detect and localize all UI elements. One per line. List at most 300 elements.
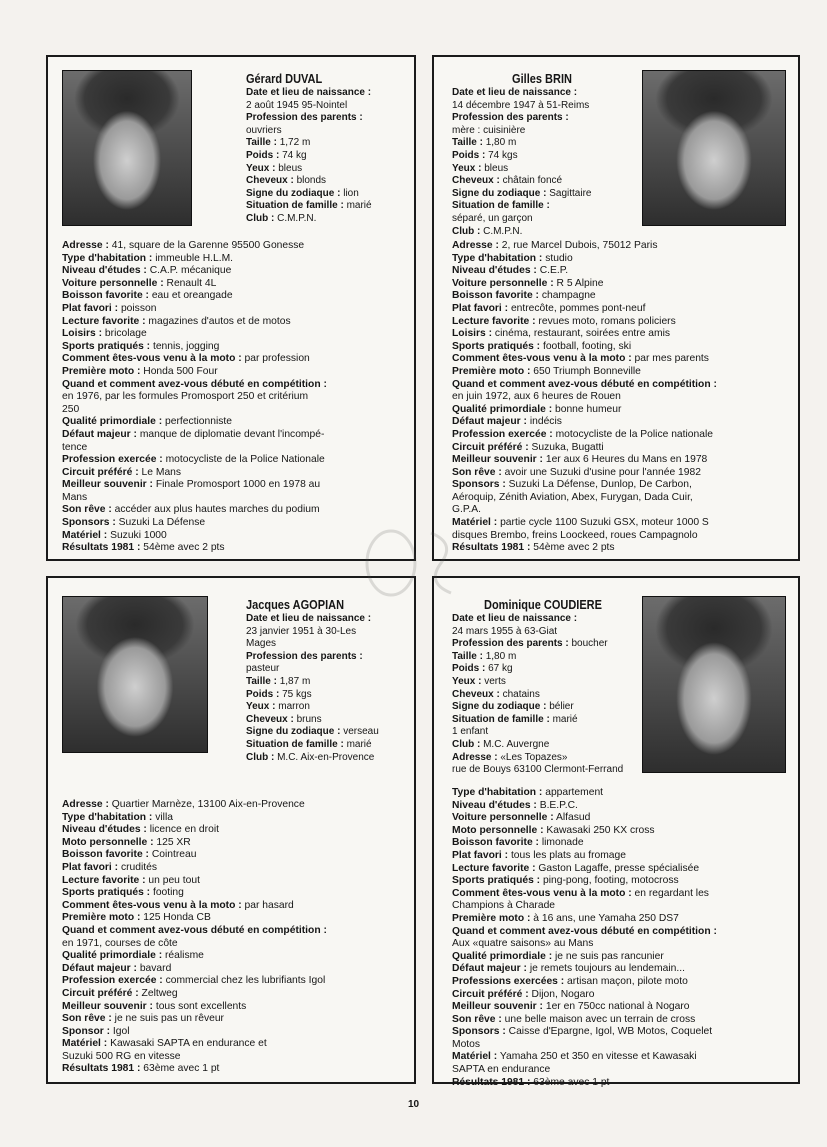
field-row <box>452 316 788 329</box>
field-label: Cheveux : <box>246 713 294 725</box>
field-label: Yeux : <box>452 162 482 174</box>
field-row <box>452 989 792 1002</box>
field-label: Défaut majeur : <box>62 962 137 974</box>
field-row <box>62 290 408 303</box>
field-value: par mes parents <box>631 353 709 365</box>
field-row <box>452 663 634 676</box>
field-row <box>62 253 408 266</box>
field-row <box>452 213 632 226</box>
field-label: Première moto : <box>62 912 141 924</box>
field-value: bricolage <box>102 328 147 340</box>
field-value: Igol <box>110 1025 130 1037</box>
field-value: limonade <box>538 837 584 849</box>
field-row <box>452 787 792 800</box>
field-value: 23 janvier 1951 à 30-Les <box>246 625 357 637</box>
field-row <box>246 112 406 125</box>
field-row <box>452 651 634 664</box>
field-row <box>246 213 406 226</box>
rider-card-coudiere <box>432 576 800 1088</box>
field-value: licence en droit <box>146 824 219 836</box>
field-value: bleus <box>275 162 303 174</box>
field-label: Lecture favorite : <box>452 862 536 874</box>
field-label: Défaut majeur : <box>62 428 137 440</box>
field-row <box>452 542 788 555</box>
field-row <box>62 391 408 404</box>
field-row <box>246 663 408 676</box>
field-row <box>62 454 408 467</box>
field-row <box>62 467 408 480</box>
field-label: Profession des parents : <box>452 112 569 124</box>
field-row <box>246 150 406 163</box>
field-label: Cheveux : <box>452 688 500 700</box>
field-value: motocycliste de la Police Nationale <box>162 454 325 466</box>
field-value: en juin 1972, aux 6 heures de Rouen <box>452 391 621 403</box>
field-row <box>452 530 788 543</box>
field-value: studio <box>542 252 573 264</box>
field-row <box>452 200 632 213</box>
field-row <box>452 479 788 492</box>
field-value: 1 enfant <box>452 726 489 738</box>
field-value: 54ème avec 2 pts <box>530 542 615 554</box>
field-label: Plat favori : <box>452 302 509 314</box>
field-value: «Les Topazes» <box>497 751 568 763</box>
field-row <box>452 850 792 863</box>
field-row <box>62 988 408 1001</box>
field-value: villa <box>152 811 173 823</box>
field-label: Lecture favorite : <box>452 315 536 327</box>
field-value: M.C. Auvergne <box>480 738 550 750</box>
field-value: 63ème avec 1 pt <box>140 1063 220 1075</box>
field-value: 67 kg <box>485 663 513 675</box>
field-row <box>452 1077 792 1090</box>
field-label: Niveau d'études : <box>62 265 147 277</box>
field-row <box>452 442 788 455</box>
field-value: footing <box>150 887 184 899</box>
field-row <box>246 714 408 727</box>
field-value: Motos <box>452 1038 481 1050</box>
field-label: Matériel : <box>62 529 108 541</box>
field-row <box>246 726 408 739</box>
field-row <box>62 442 408 455</box>
field-value: Aux «quatre saisons» au Mans <box>452 938 594 950</box>
field-row <box>452 613 634 626</box>
rider-details <box>452 787 792 1089</box>
field-label: Signe du zodiaque : <box>246 726 341 738</box>
field-row <box>452 726 634 739</box>
field-label: Poids : <box>246 149 280 161</box>
field-label: Situation de famille : <box>246 200 344 212</box>
field-value: C.E.P. <box>536 265 569 277</box>
field-row <box>452 689 634 702</box>
rider-name: Gilles BRIN <box>512 72 572 86</box>
field-value: Suzuka, Bugatti <box>528 441 604 453</box>
field-row <box>452 863 792 876</box>
field-label: Adresse : <box>62 240 109 251</box>
field-value: Suzuki La Défense <box>115 517 206 529</box>
field-row <box>62 416 408 429</box>
field-value: C.M.P.N. <box>274 212 317 224</box>
rider-name: Gérard DUVAL <box>246 72 323 86</box>
field-row <box>452 739 634 752</box>
field-label: Club : <box>452 738 481 750</box>
field-label: Qualité primordiale : <box>452 403 553 415</box>
field-value: partie cycle 1100 Suzuki GSX, moteur 1000 S <box>497 517 709 529</box>
field-value: Caisse d'Epargne, Igol, WB Motos, Coquelet <box>505 1026 713 1038</box>
field-value: C.A.P. mécanique <box>146 265 232 277</box>
field-value: C.M.P.N. <box>480 225 523 237</box>
field-row <box>246 163 406 176</box>
field-row <box>452 1051 792 1064</box>
field-row <box>452 87 632 100</box>
field-value: par profession <box>241 353 310 365</box>
field-row <box>452 800 792 813</box>
field-row <box>246 638 408 651</box>
field-label: Poids : <box>246 688 280 700</box>
field-value: 63ème avec 1 pt <box>530 1076 610 1088</box>
field-value: 1er en 750cc national à Nogaro <box>542 1001 690 1013</box>
field-label: Résultats 1981 : <box>452 1076 531 1088</box>
field-label: Comment êtes-vous venu à la moto : <box>62 353 242 365</box>
field-row <box>62 479 408 492</box>
field-row <box>62 925 408 938</box>
field-value: avoir une Suzuki d'usine pour l'année 1982 <box>501 466 701 478</box>
field-value: motocycliste de la Police nationale <box>552 428 713 440</box>
field-value: tence <box>62 441 88 453</box>
field-label: Meilleur souvenir : <box>62 1000 153 1012</box>
field-value: lion <box>340 187 359 199</box>
field-value: Champions à Charade <box>452 900 556 912</box>
field-value: artisan maçon, pilote moto <box>564 975 688 987</box>
field-label: Plat favori : <box>62 861 119 873</box>
field-label: Matériel : <box>62 1038 108 1050</box>
field-label: Son rêve : <box>62 1013 112 1025</box>
field-row <box>246 701 408 714</box>
field-label: Qualité primordiale : <box>452 950 553 962</box>
field-label: Résultats 1981 : <box>452 542 531 554</box>
field-value: tous les plats au fromage <box>508 849 626 861</box>
field-row <box>62 837 408 850</box>
field-value: bleus <box>481 162 509 174</box>
field-value: Yamaha 250 et 350 en vitesse et Kawasaki <box>497 1051 697 1063</box>
field-value: 41, square de la Garenne 95500 Gonesse <box>108 240 305 251</box>
field-row <box>452 888 792 901</box>
field-label: Type d'habitation : <box>452 787 543 798</box>
field-value: Mages <box>246 638 277 650</box>
field-row <box>246 125 406 138</box>
field-row <box>246 175 406 188</box>
field-label: Taille : <box>452 650 483 662</box>
field-value: entrecôte, pommes pont-neuf <box>508 302 646 314</box>
field-label: Adresse : <box>452 240 499 251</box>
field-row <box>62 504 408 517</box>
rider-card-brin <box>432 55 800 561</box>
field-label: Comment êtes-vous venu à la moto : <box>452 353 632 365</box>
field-row <box>62 278 408 291</box>
field-label: Défaut majeur : <box>452 963 527 975</box>
field-row <box>62 1013 408 1026</box>
field-row <box>62 429 408 442</box>
field-label: Son rêve : <box>452 1013 502 1025</box>
field-row <box>62 240 408 253</box>
field-value: ouvriers <box>246 124 282 136</box>
field-label: Première moto : <box>62 365 141 377</box>
field-label: Poids : <box>452 149 486 161</box>
field-value: SAPTA en endurance <box>452 1064 551 1076</box>
field-row <box>452 638 634 651</box>
field-label: Plat favori : <box>62 302 119 314</box>
field-value: 24 mars 1955 à 63-Giat <box>452 625 558 637</box>
field-value: Aéroquip, Zénith Aviation, Abex, Furygan, Dada Cuir, <box>452 491 693 503</box>
watermark-stamp <box>346 518 476 608</box>
field-row <box>452 303 788 316</box>
field-label: Adresse : <box>452 751 498 763</box>
field-row <box>246 613 408 626</box>
field-value: 74 kg <box>279 149 307 161</box>
field-label: Date et lieu de naissance : <box>452 87 578 98</box>
field-label: Boisson favorite : <box>452 290 539 302</box>
field-row <box>246 739 408 752</box>
rider-details <box>62 240 408 555</box>
field-row <box>452 938 792 951</box>
field-row <box>452 125 632 138</box>
field-value: rue de Bouys 63100 Clermont-Ferrand <box>452 764 624 776</box>
field-row <box>246 100 406 113</box>
field-row <box>452 1039 792 1052</box>
field-value: Kawasaki SAPTA en endurance et <box>107 1038 267 1050</box>
field-row <box>452 253 788 266</box>
field-label: Signe du zodiaque : <box>246 187 341 199</box>
field-row <box>452 676 634 689</box>
field-label: Meilleur souvenir : <box>62 479 153 491</box>
field-value: G.P.A. <box>452 504 481 516</box>
field-label: Yeux : <box>452 675 482 687</box>
field-label: Circuit préféré : <box>62 987 139 999</box>
field-row <box>62 328 408 341</box>
field-label: Taille : <box>246 137 277 149</box>
field-row <box>452 328 788 341</box>
rider-photo <box>642 596 786 773</box>
field-value: en 1976, par les formules Promosport 250 et critérium <box>62 391 309 403</box>
field-label: Voiture personnelle : <box>452 277 554 289</box>
field-value: une belle maison avec un terrain de cross <box>501 1013 696 1025</box>
rider-details <box>62 799 408 1076</box>
field-label: Sponsor : <box>62 1025 111 1037</box>
field-value: Honda 500 Four <box>140 365 218 377</box>
field-row <box>246 626 408 639</box>
field-value: blonds <box>293 175 327 187</box>
field-row <box>246 676 408 689</box>
field-row <box>62 379 408 392</box>
field-row <box>452 379 788 392</box>
field-label: Circuit préféré : <box>62 466 139 478</box>
field-value: 2 août 1945 95-Nointel <box>246 99 348 111</box>
field-label: Lecture favorite : <box>62 315 146 327</box>
field-row <box>452 454 788 467</box>
field-row <box>452 976 792 989</box>
field-value: bélier <box>546 701 574 713</box>
field-row <box>452 926 792 939</box>
field-row <box>246 87 406 100</box>
rider-header <box>452 597 634 777</box>
field-label: Profession exercée : <box>62 454 163 466</box>
field-row <box>452 429 788 442</box>
field-value: revues moto, romans policiers <box>535 315 676 327</box>
field-value: perfectionniste <box>162 416 232 428</box>
rider-card-duval <box>46 55 416 561</box>
field-label: Sports pratiqués : <box>62 340 151 352</box>
field-label: Club : <box>452 225 481 237</box>
field-value: 650 Triumph Bonneville <box>530 365 641 377</box>
field-label: Boisson favorite : <box>62 849 149 861</box>
field-value: Zeltweg <box>138 987 178 999</box>
field-value: 75 kgs <box>279 688 312 700</box>
field-label: Signe du zodiaque : <box>452 187 547 199</box>
field-label: Type d'habitation : <box>62 252 153 264</box>
field-label: Taille : <box>452 137 483 149</box>
field-value: verseau <box>340 726 379 738</box>
field-value: chatains <box>499 688 540 700</box>
field-row <box>452 1064 792 1077</box>
field-value: Le Mans <box>138 466 182 478</box>
field-value: 74 kgs <box>485 149 518 161</box>
field-row <box>62 1001 408 1014</box>
field-row <box>452 467 788 480</box>
field-value: indécis <box>526 416 562 428</box>
field-value: cinéma, restaurant, soirées entre amis <box>492 328 671 340</box>
field-row <box>452 112 632 125</box>
field-row <box>62 341 408 354</box>
field-label: Niveau d'études : <box>62 824 147 836</box>
field-value: Suzuki 1000 <box>107 529 167 541</box>
field-value: Finale Promosport 1000 en 1978 au <box>152 479 321 491</box>
field-label: Profession des parents : <box>246 112 363 124</box>
field-row <box>452 626 634 639</box>
field-value: Quartier Marnèze, 13100 Aix-en-Provence <box>108 799 305 810</box>
field-label: Club : <box>246 212 275 224</box>
field-label: Résultats 1981 : <box>62 542 141 554</box>
field-row <box>452 226 632 239</box>
field-value: 1,80 m <box>482 137 517 149</box>
field-row <box>62 265 408 278</box>
field-label: Situation de famille : <box>246 738 344 750</box>
field-row <box>62 849 408 862</box>
field-label: Professions exercées : <box>452 975 565 987</box>
field-value: B.E.P.C. <box>536 799 578 811</box>
field-label: Cheveux : <box>246 175 294 187</box>
field-value: Gaston Lagaffe, presse spécialisée <box>535 862 700 874</box>
field-value: disques Brembo, freins Loockeed, roues Campagnolo <box>452 529 698 541</box>
field-row <box>62 353 408 366</box>
field-value: eau et oreangade <box>148 290 233 302</box>
field-label: Sponsors : <box>452 479 506 491</box>
field-value: tennis, jogging <box>150 340 220 352</box>
field-label: Signe du zodiaque : <box>452 701 547 713</box>
field-label: Yeux : <box>246 701 276 713</box>
field-value: 2, rue Marcel Dubois, 75012 Paris <box>498 240 658 251</box>
field-row <box>452 391 788 404</box>
field-row <box>62 812 408 825</box>
rider-photo <box>62 70 192 226</box>
field-row <box>452 137 632 150</box>
field-value: mère : cuisinière <box>452 124 526 136</box>
rider-header <box>246 597 408 764</box>
field-label: Profession des parents : <box>452 638 569 650</box>
field-label: Sponsors : <box>62 517 116 529</box>
field-label: Meilleur souvenir : <box>452 454 543 466</box>
field-label: Profession exercée : <box>62 975 163 987</box>
field-value: marié <box>549 713 578 725</box>
field-row <box>452 517 788 530</box>
field-row <box>452 492 788 505</box>
field-value: 1,72 m <box>276 137 311 149</box>
field-row <box>62 875 408 888</box>
field-value: R 5 Alpine <box>553 277 604 289</box>
field-value: 125 Honda CB <box>140 912 211 924</box>
field-value: bruns <box>293 713 322 725</box>
field-label: Quand et comment avez-vous débuté en compétition : <box>452 925 717 937</box>
field-label: Quand et comment avez-vous débuté en compétition : <box>62 924 327 936</box>
field-value: 1,80 m <box>482 650 517 662</box>
field-value: marié <box>343 738 372 750</box>
field-label: Comment êtes-vous venu à la moto : <box>62 899 242 911</box>
field-value: 1er aux 6 Heures du Mans en 1978 <box>542 454 708 466</box>
field-value: poisson <box>118 302 157 314</box>
field-value: ping-pong, footing, motocross <box>540 875 679 887</box>
field-row <box>62 950 408 963</box>
field-value: un peu tout <box>145 874 200 886</box>
field-label: Voiture personnelle : <box>452 812 554 824</box>
field-row <box>62 975 408 988</box>
field-row <box>452 837 792 850</box>
field-value: Sagittaire <box>546 187 592 199</box>
field-row <box>452 150 632 163</box>
field-label: Circuit préféré : <box>452 988 529 1000</box>
field-label: Situation de famille : <box>452 200 550 212</box>
field-label: Moto personnelle : <box>62 836 154 848</box>
field-value: Suzuki La Défense, Dunlop, De Carbon, <box>505 479 692 491</box>
field-row <box>62 799 408 812</box>
field-row <box>452 188 632 201</box>
field-value: en 1971, courses de côte <box>62 937 178 949</box>
field-label: Résultats 1981 : <box>62 1063 141 1075</box>
field-row <box>62 912 408 925</box>
field-row <box>452 1026 792 1039</box>
field-row <box>452 265 788 278</box>
field-row <box>62 1051 408 1064</box>
field-value: en regardant les <box>631 887 709 899</box>
field-row <box>452 913 792 926</box>
field-value: bonne humeur <box>552 403 622 415</box>
field-row <box>62 963 408 976</box>
field-row <box>452 900 792 913</box>
field-row <box>246 651 408 664</box>
field-label: Voiture personnelle : <box>62 277 164 289</box>
field-label: Circuit préféré : <box>452 441 529 453</box>
field-value: immeuble H.L.M. <box>152 252 234 264</box>
field-row <box>246 137 406 150</box>
field-label: Comment êtes-vous venu à la moto : <box>452 887 632 899</box>
rider-details <box>452 240 788 555</box>
rider-name: Jacques AGOPIAN <box>246 598 345 612</box>
field-row <box>246 188 406 201</box>
field-row <box>452 404 788 417</box>
field-value: Suzuki 500 RG en vitesse <box>62 1050 181 1062</box>
field-label: Yeux : <box>246 162 276 174</box>
field-row <box>452 752 634 765</box>
field-row <box>246 200 406 213</box>
field-label: Son rêve : <box>62 504 112 516</box>
field-value: pasteur <box>246 663 280 675</box>
